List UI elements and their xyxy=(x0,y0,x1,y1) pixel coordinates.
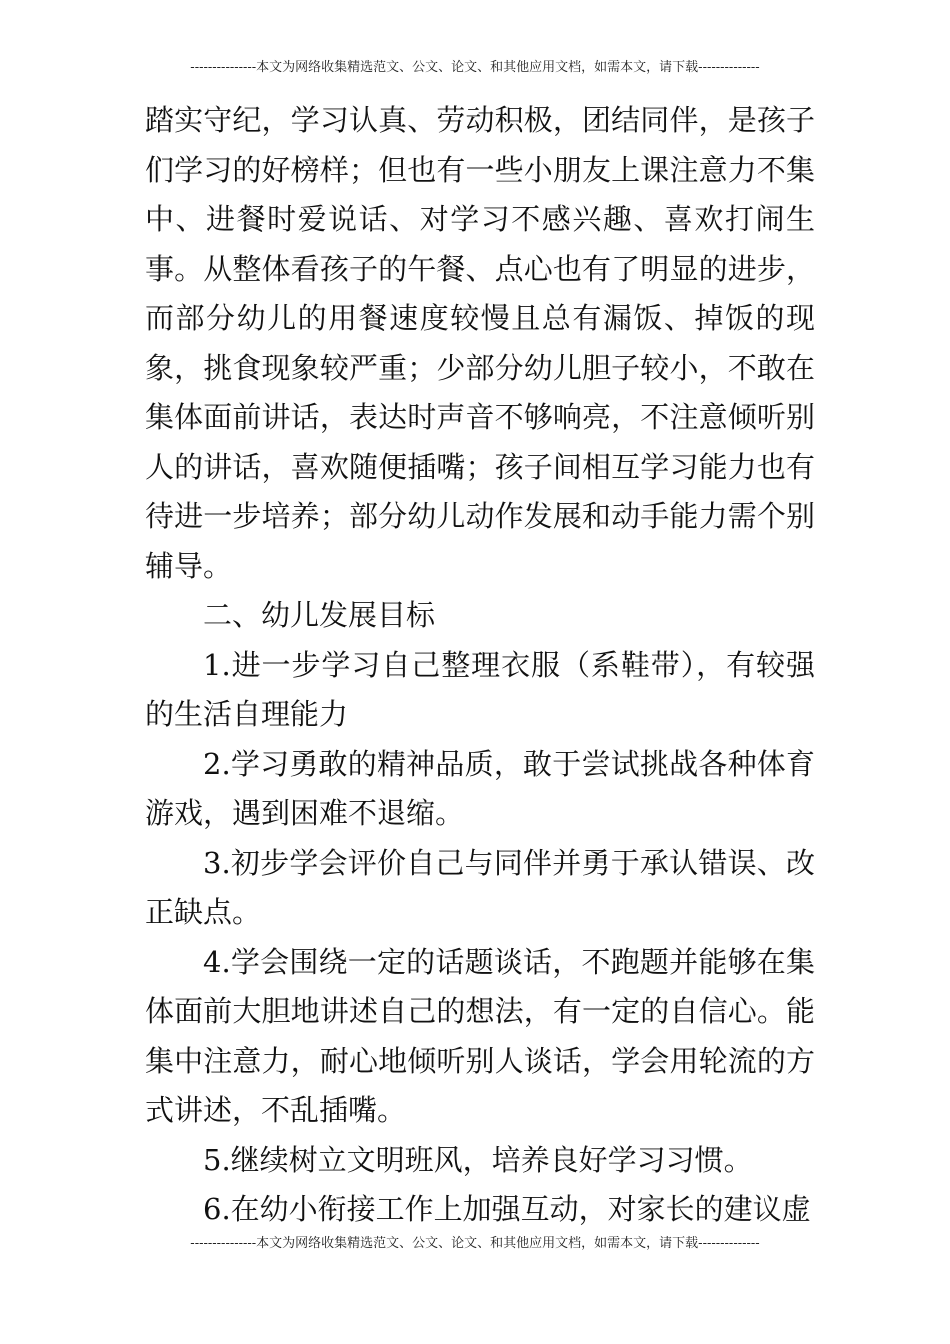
paragraph-continuation: 踏实守纪，学习认真、劳动积极，团结同伴，是孩子们学习的好榜样；但也有一些小朋友上课注意力不集中、进餐时爱说话、对学习不感兴趣、喜欢打闹生事。从整体看孩子的午餐、点心也有了明显的进步，而部分幼儿的用餐速度较慢且总有漏饭、掉饭的现象，挑食现象较严重；少部分幼儿胆子较小，不敢在集体面前讲话，表达时声音不够响亮，不注意倾听别人的讲话，喜欢随便插嘴；孩子间相互学习能力也有待进一步培养；部分幼儿动作发展和动手能力需个别辅导。 xyxy=(145,103,815,583)
footer-banner: ---------------本文为网络收集精选范文、公文、论文、和其他应用文档，如需本文，请下载-------------- xyxy=(190,1236,760,1251)
goal-item-3: 3.初步学会评价自己与同伴并勇于承认错误、改正缺点。 xyxy=(145,845,815,929)
section-heading: 二、幼儿发展目标 xyxy=(203,598,436,632)
goal-item-6: 6.在幼小衔接工作上加强互动，对家长的建议虚 xyxy=(203,1192,811,1226)
header-banner: ---------------本文为网络收集精选范文、公文、论文、和其他应用文档，如需本文，请下载-------------- xyxy=(190,60,760,75)
goal-item-5: 5.继续树立文明班风，培养良好学习习惯。 xyxy=(203,1142,753,1177)
goal-item-2: 2.学习勇敢的精神品质，敢于尝试挑战各种体育游戏，遇到困难不退缩。 xyxy=(145,746,815,830)
document-body xyxy=(145,96,815,1235)
goal-item-1: 1.进一步学习自己整理衣服（系鞋带），有较强的生活自理能力 xyxy=(145,647,815,731)
goal-item-4: 4.学会围绕一定的话题谈话，不跑题并能够在集体面前大胆地讲述自己的想法，有一定的自信心。能集中注意力，耐心地倾听别人谈话，学会用轮流的方式讲述，不乱插嘴。 xyxy=(145,944,815,1127)
